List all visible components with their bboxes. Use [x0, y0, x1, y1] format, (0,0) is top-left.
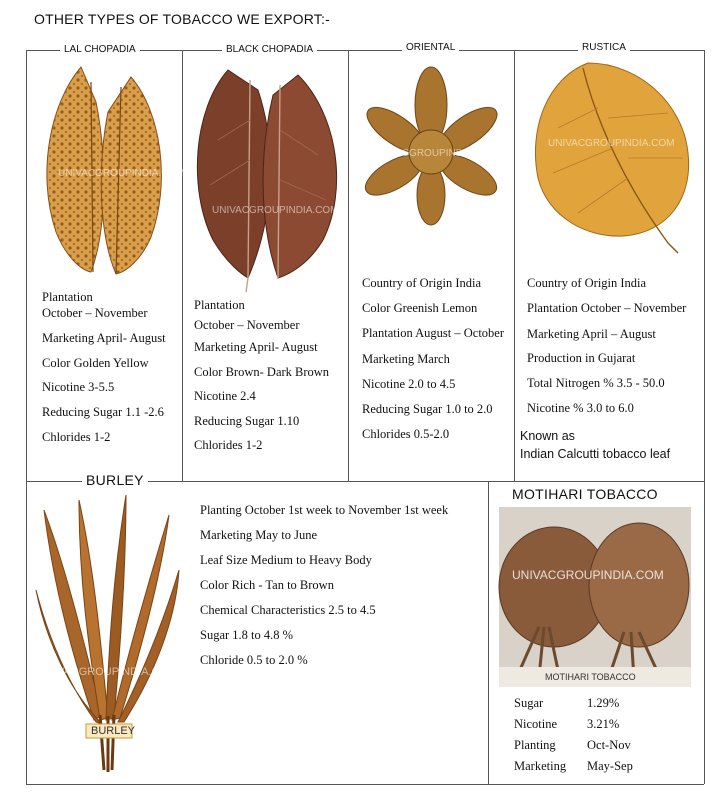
heading-oriental: ORIENTAL — [402, 42, 459, 53]
spec-line: Marketing April – August — [527, 327, 656, 341]
known-as-label: Known as — [520, 429, 575, 443]
spec-line: Country of Origin India — [362, 276, 482, 290]
motihari-value: 1.29% — [587, 696, 620, 710]
motihari-value: May-Sep — [587, 759, 633, 773]
spec-line: Nicotine 3-5.5 — [42, 380, 115, 394]
spec-line: Nicotine 2.0 to 4.5 — [362, 377, 456, 391]
spec-line: Color Greenish Lemon — [362, 301, 478, 315]
spec-line: Marketing April- August — [42, 331, 166, 345]
spec-line: Chlorides 1-2 — [194, 438, 263, 452]
spec-line: Production in Gujarat — [527, 351, 636, 365]
spec-line: Chlorides 0.5-2.0 — [362, 427, 450, 441]
spec-line: Sugar 1.8 to 4.8 % — [200, 628, 294, 642]
spec-line: Reducing Sugar 1.1 -2.6 — [42, 405, 164, 419]
spec-line: Plantation — [42, 290, 93, 304]
heading-motihari: MOTIHARI TOBACCO — [512, 486, 658, 502]
spec-line: Plantation — [194, 298, 245, 312]
spec-line: Planting October 1st week to November 1st week — [200, 503, 449, 517]
heading-lal-chopadia: LAL CHOPADIA — [60, 44, 140, 55]
spec-line: Color Golden Yellow — [42, 356, 149, 370]
column-divider-3 — [514, 50, 515, 481]
bottom-border — [26, 784, 704, 785]
spec-line: Marketing April- August — [194, 340, 318, 354]
spec-line: Reducing Sugar 1.0 to 2.0 — [362, 402, 493, 416]
spec-line: Plantation October – November — [527, 301, 687, 315]
motihari-label: Sugar — [514, 696, 544, 710]
watermark: UNIVACGROUPINDIA.COM — [512, 568, 664, 582]
spec-line: Reducing Sugar 1.10 — [194, 414, 300, 428]
spec-line: Chloride 0.5 to 2.0 % — [200, 653, 308, 667]
spec-line: Plantation August – October — [362, 326, 504, 340]
watermark: UNIVACGROUPINDIA.COM — [372, 148, 499, 159]
spec-line: Total Nitrogen % 3.5 - 50.0 — [527, 376, 665, 390]
photo-caption: MOTIHARI TOBACCO — [545, 672, 636, 682]
column-divider-4 — [488, 481, 489, 784]
watermark: UNIVACGROUPINDIA.COM — [38, 666, 178, 678]
burley-tag: BURLEY — [91, 725, 136, 737]
spec-line: Leaf Size Medium to Heavy Body — [200, 553, 372, 567]
page-title: OTHER TYPES OF TOBACCO WE EXPORT:- — [34, 11, 330, 27]
spec-line: Chlorides 1-2 — [42, 430, 111, 444]
watermark: UNIVACGROUPINDIA.COM — [212, 205, 339, 216]
left-border — [26, 50, 27, 784]
watermark: UNIVACGROUPINDIA.COM — [58, 168, 185, 179]
column-divider-2 — [348, 50, 349, 481]
watermark: UNIVACGROUPINDIA.COM — [548, 138, 675, 149]
right-border — [704, 50, 705, 784]
column-divider-1 — [182, 50, 183, 481]
spec-line: Marketing May to June — [200, 528, 317, 542]
spec-line: October – November — [42, 306, 148, 320]
spec-line: Nicotine % 3.0 to 6.0 — [527, 401, 634, 415]
spec-line: October – November — [194, 318, 300, 332]
spec-line: Color Brown- Dark Brown — [194, 365, 330, 379]
motihari-value: Oct-Nov — [587, 738, 631, 752]
motihari-value: 3.21% — [587, 717, 620, 731]
motihari-label: Nicotine — [514, 717, 558, 731]
spec-line: Country of Origin India — [527, 276, 647, 290]
spec-line: Marketing March — [362, 352, 450, 366]
heading-burley: BURLEY — [82, 472, 148, 488]
motihari-label: Marketing — [514, 759, 567, 773]
heading-black-chopadia: BLACK CHOPADIA — [222, 44, 317, 55]
spec-line: Color Rich - Tan to Brown — [200, 578, 334, 592]
heading-rustica: RUSTICA — [578, 42, 630, 53]
motihari-label: Planting — [514, 738, 556, 752]
spec-line: Nicotine 2.4 — [194, 389, 256, 403]
spec-line: Chemical Characteristics 2.5 to 4.5 — [200, 603, 376, 617]
known-as-name: Indian Calcutti tobacco leaf — [520, 447, 671, 461]
